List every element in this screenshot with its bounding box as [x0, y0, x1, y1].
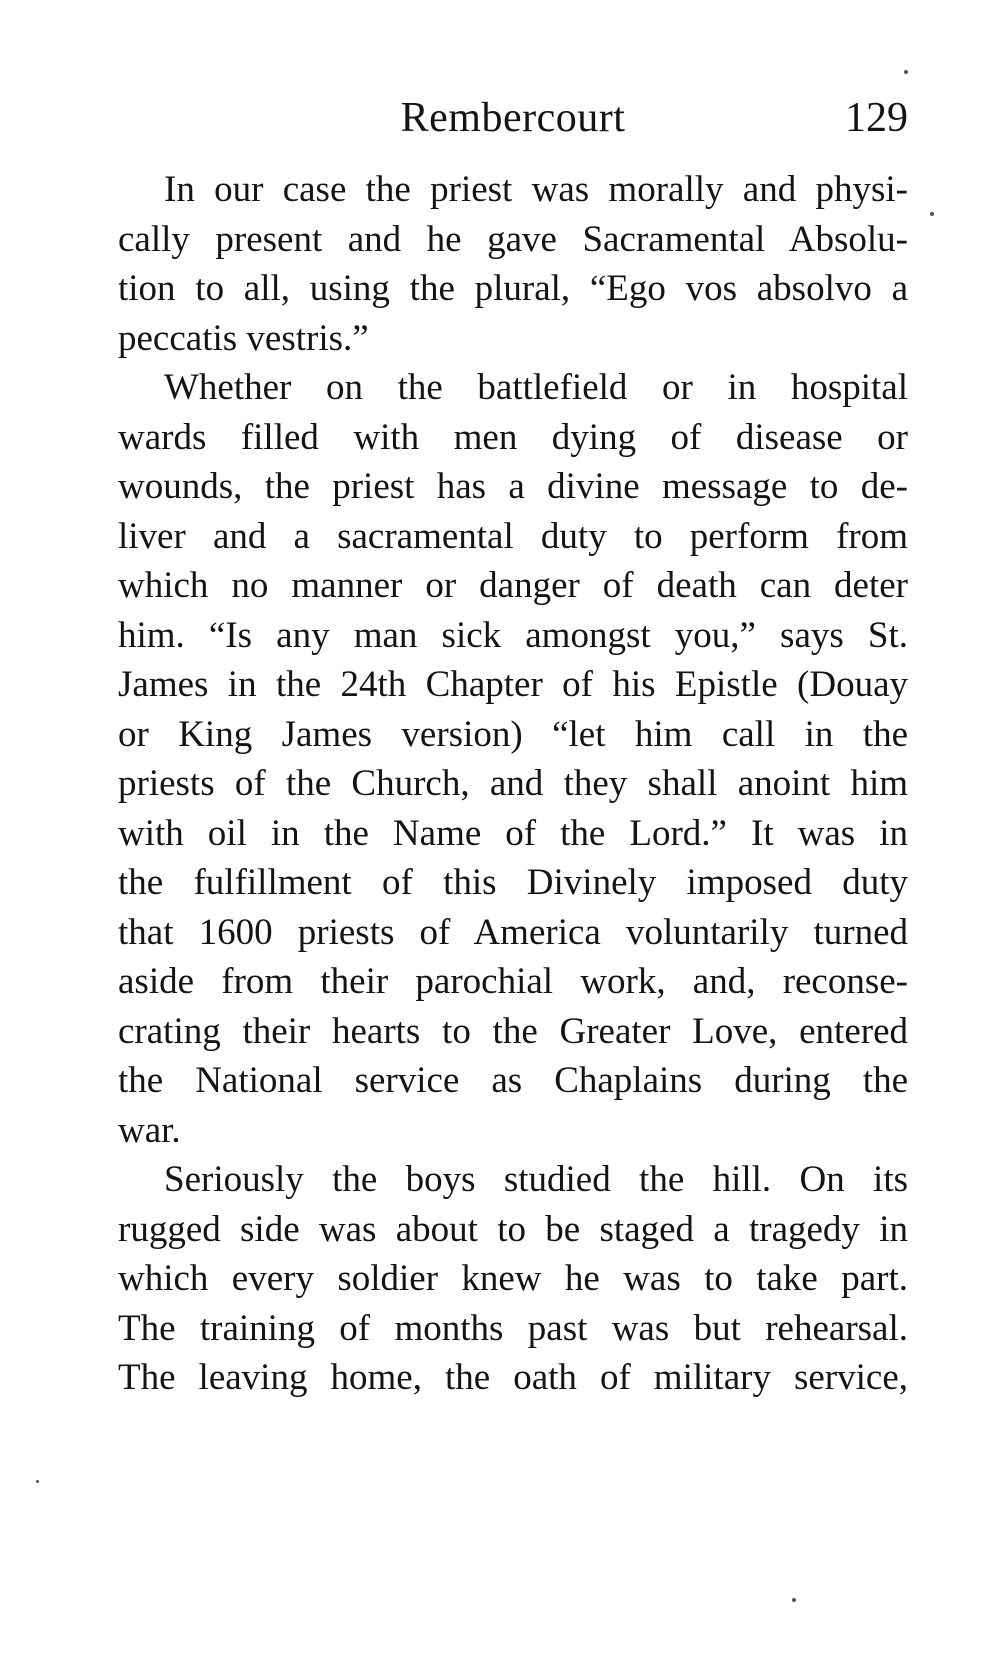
- text-line: priests of the Church, and they shall anoint him: [118, 763, 908, 804]
- scan-speck: [904, 70, 908, 74]
- text-line: which no manner or danger of death can deter: [118, 565, 908, 606]
- paragraph-3: [118, 1155, 908, 1403]
- running-head: Rembercourt: [400, 95, 626, 141]
- paragraph-1: [118, 165, 908, 363]
- text-line: The leaving home, the oath of military service,: [118, 1357, 908, 1398]
- text-line: or King James version) “let him call in the: [118, 713, 908, 755]
- page-header: [118, 88, 908, 148]
- text-line: tion to all, using the plural, “Ego vos absolvo a: [118, 268, 908, 309]
- text-line: Seriously the boys studied the hill. On its: [164, 1159, 908, 1200]
- text-line: Whether on the battlefield or in hospital: [164, 367, 908, 408]
- text-line: rugged side was about to be staged a tragedy in: [118, 1208, 908, 1250]
- text-line: wounds, the priest has a divine message to de-: [118, 466, 908, 507]
- scan-speck: [36, 1480, 39, 1483]
- text-line: wards filled with men dying of disease or: [118, 416, 908, 458]
- text-line: war.: [118, 1109, 181, 1151]
- text-line: him. “Is any man sick amongst you,” says St.: [118, 614, 908, 656]
- text-line: which every soldier knew he was to take part.: [118, 1258, 908, 1299]
- text-line: aside from their parochial work, and, reconse-: [118, 961, 908, 1002]
- text-line: peccatis vestris.”: [118, 317, 369, 359]
- text-line: that 1600 priests of America voluntarily turned: [118, 911, 908, 953]
- paragraph-2: [118, 363, 908, 1155]
- text-line: crating their hearts to the Greater Love, entered: [118, 1010, 908, 1052]
- page-number: 129: [845, 95, 908, 141]
- text-line: In our case the priest was morally and physi-: [164, 169, 908, 210]
- text-line: the National service as Chaplains during the: [118, 1060, 908, 1101]
- text-line: The training of months past was but rehearsal.: [118, 1307, 908, 1349]
- body-text: [118, 165, 908, 1403]
- scan-speck: [792, 1598, 796, 1602]
- text-line: with oil in the Name of the Lord.” It was in: [118, 812, 908, 854]
- text-line: liver and a sacramental duty to perform from: [118, 515, 908, 557]
- scan-speck: [930, 212, 934, 216]
- text-line: the fulfillment of this Divinely imposed duty: [118, 862, 908, 903]
- text-line: James in the 24th Chapter of his Epistle (Douay: [118, 664, 908, 705]
- text-line: cally present and he gave Sacramental Absolu-: [118, 218, 908, 260]
